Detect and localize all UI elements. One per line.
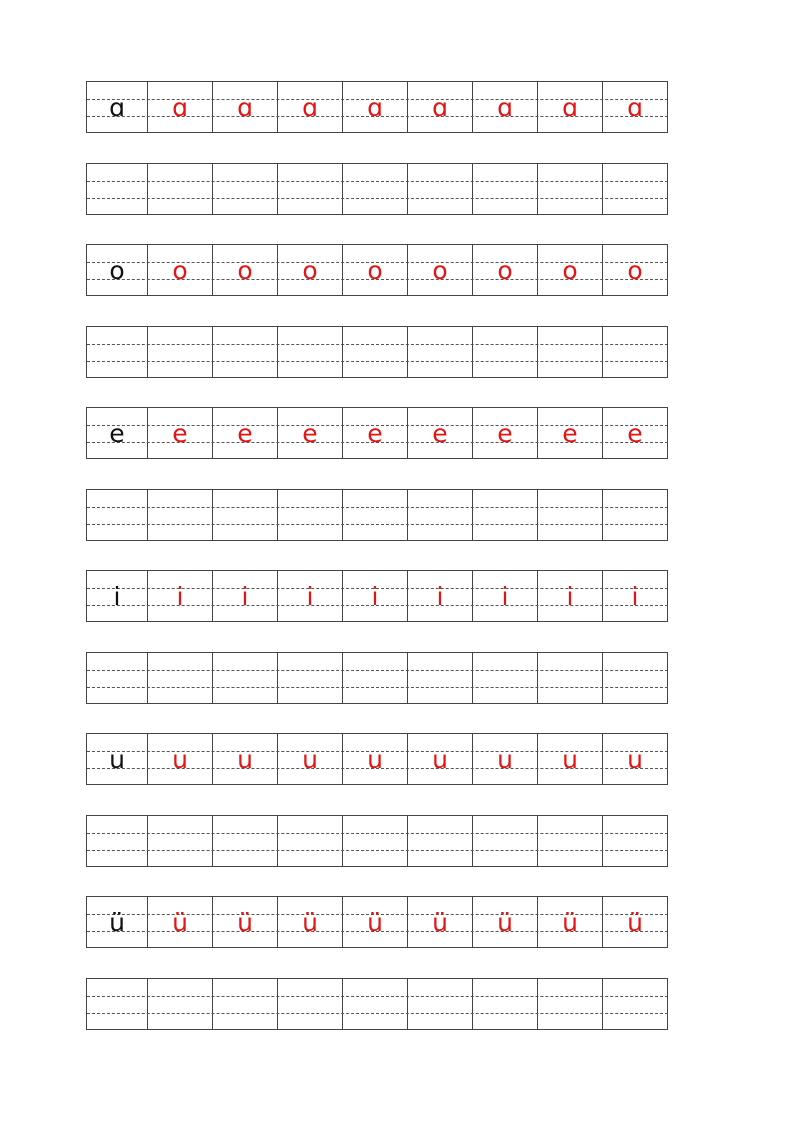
trace-letter: e [237, 419, 253, 448]
blank-cell[interactable] [473, 327, 538, 377]
trace-letter: i [306, 582, 314, 611]
trace-cell [603, 571, 668, 621]
blank-cell[interactable] [603, 327, 668, 377]
blank-cell[interactable] [213, 490, 278, 540]
blank-cell[interactable] [473, 816, 538, 866]
blank-cell[interactable] [213, 816, 278, 866]
model-letter: u [109, 745, 125, 774]
trace-letter: ü [497, 908, 513, 937]
trace-letter: e [302, 419, 318, 448]
trace-letter: i [436, 582, 444, 611]
blank-cell[interactable] [603, 490, 668, 540]
trace-cell [343, 82, 408, 132]
blank-cell[interactable] [87, 653, 148, 703]
model-letter: ü [109, 908, 125, 937]
blank-cell[interactable] [408, 653, 473, 703]
letter-row [86, 407, 668, 459]
blank-cell[interactable] [603, 816, 668, 866]
trace-cell [278, 245, 343, 295]
model-cell [87, 408, 148, 458]
trace-cell [603, 734, 668, 784]
trace-letter: i [501, 582, 509, 611]
blank-cell[interactable] [87, 164, 148, 214]
blank-cell[interactable] [148, 490, 213, 540]
model-cell [87, 571, 148, 621]
blank-cell[interactable] [603, 164, 668, 214]
trace-letter: i [566, 582, 574, 611]
trace-cell [538, 245, 603, 295]
trace-cell [148, 245, 213, 295]
trace-letter: ɑ [627, 93, 643, 122]
trace-cell [278, 82, 343, 132]
model-cell [87, 82, 148, 132]
trace-letter: ü [237, 908, 253, 937]
trace-cell [343, 245, 408, 295]
blank-cell[interactable] [408, 979, 473, 1029]
trace-cell [278, 408, 343, 458]
trace-letter: e [562, 419, 578, 448]
trace-cell [343, 408, 408, 458]
trace-cell [408, 408, 473, 458]
model-letter: ɑ [109, 93, 125, 122]
blank-cell[interactable] [603, 653, 668, 703]
trace-cell [538, 408, 603, 458]
blank-cell[interactable] [343, 979, 408, 1029]
trace-cell [603, 245, 668, 295]
blank-practice-row [86, 978, 668, 1030]
model-letter: i [113, 582, 121, 611]
blank-cell[interactable] [408, 816, 473, 866]
trace-letter: ɑ [367, 93, 383, 122]
trace-cell [473, 245, 538, 295]
blank-cell[interactable] [278, 653, 343, 703]
trace-cell [278, 897, 343, 947]
blank-cell[interactable] [343, 164, 408, 214]
trace-cell [213, 734, 278, 784]
trace-letter: u [497, 745, 513, 774]
blank-practice-row [86, 326, 668, 378]
blank-cell[interactable] [473, 164, 538, 214]
letter-row [86, 570, 668, 622]
blank-cell[interactable] [343, 327, 408, 377]
trace-letter: i [241, 582, 249, 611]
trace-letter: u [627, 745, 643, 774]
trace-cell [473, 897, 538, 947]
blank-cell[interactable] [408, 164, 473, 214]
trace-letter: ɑ [432, 93, 448, 122]
trace-cell [473, 571, 538, 621]
blank-cell[interactable] [278, 979, 343, 1029]
trace-letter: ɑ [497, 93, 513, 122]
trace-cell [603, 897, 668, 947]
blank-cell[interactable] [538, 979, 603, 1029]
trace-cell [213, 408, 278, 458]
trace-letter: u [562, 745, 578, 774]
practice-grid [86, 81, 668, 1059]
trace-cell [473, 408, 538, 458]
trace-cell [408, 734, 473, 784]
letter-row [86, 81, 668, 133]
trace-cell [408, 82, 473, 132]
trace-letter: u [432, 745, 448, 774]
trace-letter: e [432, 419, 448, 448]
trace-letter: o [237, 256, 253, 285]
blank-cell[interactable] [213, 327, 278, 377]
trace-cell [148, 897, 213, 947]
trace-letter: o [172, 256, 188, 285]
trace-letter: ü [302, 908, 318, 937]
blank-cell[interactable] [278, 164, 343, 214]
trace-cell [343, 734, 408, 784]
trace-cell [278, 734, 343, 784]
letter-row [86, 733, 668, 785]
blank-practice-row [86, 489, 668, 541]
trace-letter: e [172, 419, 188, 448]
blank-cell[interactable] [408, 327, 473, 377]
trace-letter: ɑ [237, 93, 253, 122]
blank-cell[interactable] [538, 490, 603, 540]
blank-cell[interactable] [213, 653, 278, 703]
trace-letter: o [627, 256, 643, 285]
trace-cell [603, 82, 668, 132]
blank-cell[interactable] [538, 327, 603, 377]
trace-cell [148, 82, 213, 132]
trace-letter: ü [627, 908, 643, 937]
blank-cell[interactable] [278, 490, 343, 540]
trace-letter: o [497, 256, 513, 285]
blank-cell[interactable] [343, 653, 408, 703]
blank-practice-row [86, 163, 668, 215]
trace-letter: e [497, 419, 513, 448]
model-letter: o [109, 256, 125, 285]
trace-cell [538, 897, 603, 947]
blank-cell[interactable] [408, 490, 473, 540]
trace-letter: ɑ [302, 93, 318, 122]
trace-letter: u [302, 745, 318, 774]
trace-cell [343, 897, 408, 947]
trace-cell [213, 82, 278, 132]
model-cell [87, 734, 148, 784]
trace-cell [473, 734, 538, 784]
blank-cell[interactable] [87, 816, 148, 866]
trace-cell [538, 734, 603, 784]
blank-cell[interactable] [213, 979, 278, 1029]
trace-cell [408, 897, 473, 947]
trace-letter: o [302, 256, 318, 285]
model-cell [87, 245, 148, 295]
trace-cell [473, 82, 538, 132]
blank-cell[interactable] [603, 979, 668, 1029]
blank-cell[interactable] [87, 327, 148, 377]
blank-cell[interactable] [213, 164, 278, 214]
trace-cell [213, 245, 278, 295]
trace-letter: i [631, 582, 639, 611]
trace-cell [213, 897, 278, 947]
trace-letter: u [367, 745, 383, 774]
blank-practice-row [86, 652, 668, 704]
trace-letter: ɑ [562, 93, 578, 122]
trace-letter: o [432, 256, 448, 285]
trace-letter: e [627, 419, 643, 448]
blank-cell[interactable] [343, 816, 408, 866]
trace-letter: u [237, 745, 253, 774]
trace-cell [603, 408, 668, 458]
blank-cell[interactable] [148, 816, 213, 866]
blank-cell[interactable] [87, 490, 148, 540]
blank-cell[interactable] [148, 653, 213, 703]
trace-cell [538, 571, 603, 621]
blank-cell[interactable] [148, 327, 213, 377]
trace-letter: u [172, 745, 188, 774]
trace-letter: o [562, 256, 578, 285]
blank-cell[interactable] [473, 490, 538, 540]
trace-letter: ɑ [172, 93, 188, 122]
blank-cell[interactable] [473, 979, 538, 1029]
trace-cell [538, 82, 603, 132]
trace-cell [213, 571, 278, 621]
blank-cell[interactable] [148, 164, 213, 214]
blank-cell[interactable] [538, 653, 603, 703]
blank-cell[interactable] [343, 490, 408, 540]
model-letter: e [109, 419, 125, 448]
letter-row [86, 896, 668, 948]
trace-cell [408, 571, 473, 621]
blank-cell[interactable] [538, 164, 603, 214]
trace-letter: i [176, 582, 184, 611]
blank-cell[interactable] [278, 816, 343, 866]
trace-cell [343, 571, 408, 621]
blank-cell[interactable] [278, 327, 343, 377]
model-cell [87, 897, 148, 947]
trace-letter: i [371, 582, 379, 611]
blank-cell[interactable] [148, 979, 213, 1029]
trace-cell [408, 245, 473, 295]
trace-cell [148, 571, 213, 621]
trace-letter: e [367, 419, 383, 448]
trace-cell [278, 571, 343, 621]
blank-practice-row [86, 815, 668, 867]
trace-letter: o [367, 256, 383, 285]
trace-letter: ü [562, 908, 578, 937]
letter-row [86, 244, 668, 296]
trace-cell [148, 734, 213, 784]
blank-cell[interactable] [87, 979, 148, 1029]
blank-cell[interactable] [473, 653, 538, 703]
trace-letter: ü [172, 908, 188, 937]
blank-cell[interactable] [538, 816, 603, 866]
trace-letter: ü [432, 908, 448, 937]
trace-cell [148, 408, 213, 458]
trace-letter: ü [367, 908, 383, 937]
